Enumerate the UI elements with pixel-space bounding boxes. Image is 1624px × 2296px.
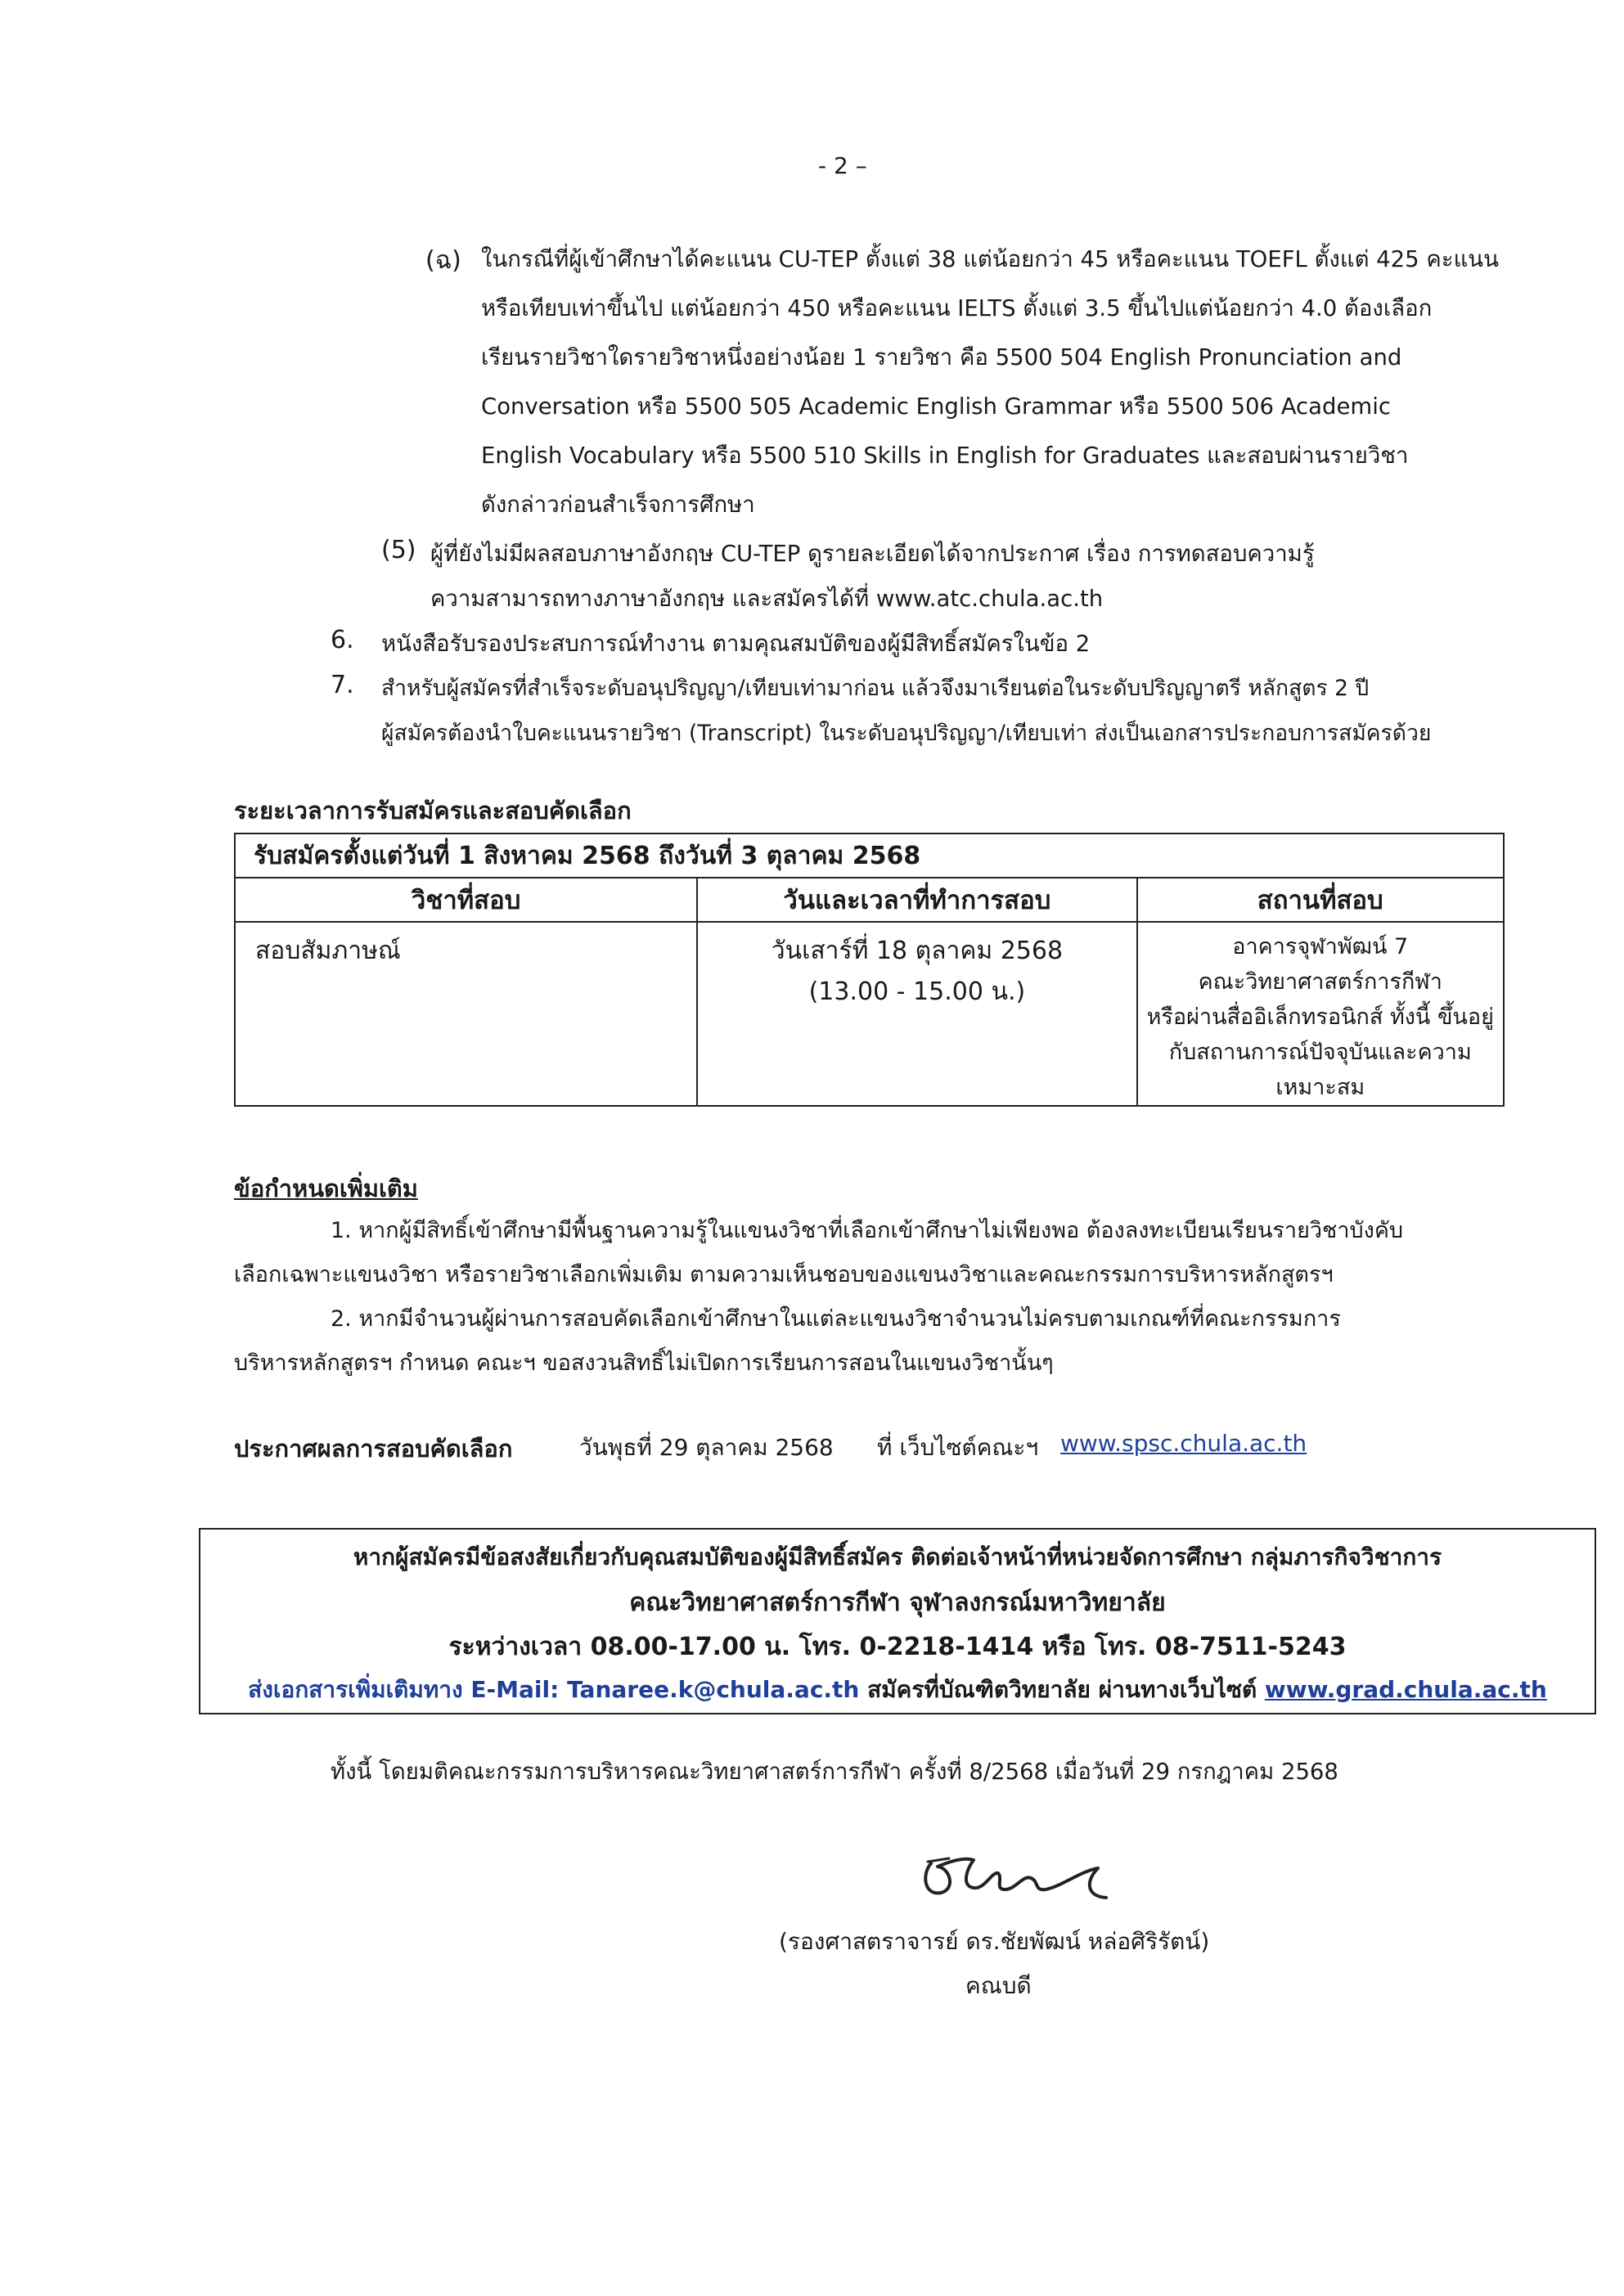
list-marker-cha: (ฉ) [425, 246, 461, 275]
list-line: ผู้สมัครต้องนำใบคะแนนรายวิชา (Transcript) ในระดับอนุปริญญา/เทียบเท่า ส่งเป็นเอกสารประกอบการสมัครด้วย [381, 721, 1432, 746]
announcement-where: ที่ เว็บไซต์คณะฯ [877, 1434, 1039, 1461]
contact-box [199, 1528, 1596, 1714]
column-header-subject: วิชาที่สอบ [235, 878, 697, 922]
cell-subject [235, 922, 697, 1106]
signature [916, 1839, 1113, 1916]
cell-datetime [697, 922, 1136, 1106]
list-line: ดังกล่าวก่อนสำเร็จการศึกษา [481, 492, 755, 518]
resolution-text: ทั้งนี้ โดยมติคณะกรรมการบริหารคณะวิทยาศาสตร์การกีฬา ครั้งที่ 8/2568 เมื่อวันที่ 29 กรกฎาคม 2568 [331, 1759, 1338, 1785]
list-marker-7: 7. [331, 671, 354, 699]
venue-line: กับสถานการณ์ปัจจุบันและความ [1168, 1040, 1472, 1065]
additional-heading: ข้อกำหนดเพิ่มเติม [234, 1175, 418, 1202]
schedule-heading: ระยะเวลาการรับสมัครและสอบคัดเลือก [234, 797, 632, 824]
venue-line: คณะวิทยาศาสตร์การกีฬา [1198, 969, 1442, 995]
additional-p1-line1: 1. หากผู้มีสิทธิ์เข้าศึกษามีพื้นฐานความรู้ในแขนงวิชาที่เลือกเข้าศึกษาไม่เพียงพอ ต้องลงทะเบียนเรียนรายวิชาบังคับ [331, 1218, 1404, 1243]
contact-line-1: หากผู้สมัครมีข้อสงสัยเกี่ยวกับคุณสมบัติของผู้มีสิทธิ์สมัคร ติดต่อเจ้าหน้าที่หน่วยจัดการศึกษา กลุ่มภารกิจวิชาการ [353, 1543, 1442, 1570]
signatory-position: คณบดี [965, 1972, 1032, 1999]
venue-line: อาคารจุฬาพัฒน์ 7 [1232, 934, 1409, 959]
announcement-label: ประกาศผลการสอบคัดเลือก [234, 1435, 513, 1463]
list-line: สำหรับผู้สมัครที่สำเร็จระดับอนุปริญญา/เทียบเท่ามาก่อน แล้วจึงมาเรียนต่อในระดับปริญญาตรี หลักสูตร 2 ปี [381, 676, 1370, 701]
list-marker-5: (5) [381, 536, 416, 564]
column-header-datetime: วันและเวลาที่ทำการสอบ [697, 878, 1136, 922]
column-header-venue: สถานที่สอบ [1137, 878, 1504, 922]
cell-venue [1137, 922, 1504, 1106]
list-line: เรียนรายวิชาใดรายวิชาหนึ่งอย่างน้อย 1 รายวิชา คือ 5500 504 English Pronunciation and [481, 344, 1402, 371]
contact-line-3: ระหว่างเวลา 08.00-17.00 น. โทร. 0-2218-1414 หรือ โทร. 08-7511-5243 [448, 1633, 1347, 1661]
table-row [235, 922, 1504, 1106]
contact-grad-link[interactable]: www.grad.chula.ac.th [1264, 1676, 1547, 1703]
announcement-link[interactable]: www.spsc.chula.ac.th [1060, 1430, 1307, 1457]
contact-email[interactable]: ส่งเอกสารเพิ่มเติมทาง E-Mail: Tanaree.k@chula.ac.th [248, 1676, 860, 1703]
list-line: ความสามารถทางภาษาอังกฤษ และสมัครได้ที่ www.atc.chula.ac.th [430, 586, 1104, 612]
venue-line: หรือผ่านสื่ออิเล็กทรอนิกส์ ทั้งนี้ ขึ้นอยู่ [1146, 1004, 1494, 1030]
list-line: ผู้ที่ยังไม่มีผลสอบภาษาอังกฤษ CU-TEP ดูรายละเอียดได้จากประกาศ เรื่อง การทดสอบความรู้ [430, 541, 1315, 567]
list-item-6: หนังสือรับรองประสบการณ์ทำงาน ตามคุณสมบัติของผู้มีสิทธิ์สมัครในข้อ 2 [381, 631, 1091, 657]
list-line: English Vocabulary หรือ 5500 510 Skills in English for Graduates และสอบผ่านรายวิชา [481, 443, 1409, 469]
list-marker-6: 6. [331, 626, 354, 654]
announcement-date: วันพุธที่ 29 ตุลาคม 2568 [579, 1434, 834, 1461]
page-number: - 2 – [818, 152, 867, 179]
exam-subject: สอบสัมภาษณ์ [255, 937, 401, 965]
additional-p2-line2: บริหารหลักสูตรฯ กำหนด คณะฯ ขอสงวนสิทธิ์ไม่เปิดการเรียนการสอนในแขนงวิชานั้นๆ [234, 1350, 1054, 1376]
venue-line: เหมาะสม [1275, 1075, 1365, 1100]
application-period: รับสมัครตั้งแต่วันที่ 1 สิงหาคม 2568 ถึงวันที่ 3 ตุลาคม 2568 [235, 833, 1504, 878]
additional-p2-line1: 2. หากมีจำนวนผู้ผ่านการสอบคัดเลือกเข้าศึกษาในแต่ละแขนงวิชาจำนวนไม่ครบตามเกณฑ์ที่คณะกรรมการ [331, 1306, 1341, 1332]
contact-apply-text: สมัครที่บัณฑิตวิทยาลัย ผ่านทางเว็บไซต์ [867, 1676, 1257, 1703]
contact-line-4 [200, 1672, 1595, 1708]
exam-time: (13.00 - 15.00 น.) [808, 977, 1026, 1006]
list-line: Conversation หรือ 5500 505 Academic English Grammar หรือ 5500 506 Academic [481, 393, 1391, 420]
contact-line-2: คณะวิทยาศาสตร์การกีฬา จุฬาลงกรณ์มหาวิทยาลัย [629, 1588, 1166, 1617]
schedule-table [234, 833, 1505, 1107]
list-line: หรือเทียบเท่าขึ้นไป แต่น้อยกว่า 450 หรือคะแนน IELTS ตั้งแต่ 3.5 ขึ้นไปแต่น้อยกว่า 4.0 ต้องเลือก [481, 295, 1433, 321]
exam-date: วันเสาร์ที่ 18 ตุลาคม 2568 [771, 937, 1064, 965]
signatory-name: (รองศาสตราจารย์ ดร.ชัยพัฒน์ หล่อศิริรัตน์) [779, 1928, 1210, 1955]
list-line: ในกรณีที่ผู้เข้าศึกษาได้คะแนน CU-TEP ตั้งแต่ 38 แต่น้อยกว่า 45 หรือคะแนน TOEFL ตั้งแต่ 425 คะแนน [481, 246, 1499, 272]
additional-p1-line2: เลือกเฉพาะแขนงวิชา หรือรายวิชาเลือกเพิ่มเติม ตามความเห็นชอบของแขนงวิชาและคณะกรรมการบริหารหลักสูตรฯ [234, 1262, 1334, 1287]
